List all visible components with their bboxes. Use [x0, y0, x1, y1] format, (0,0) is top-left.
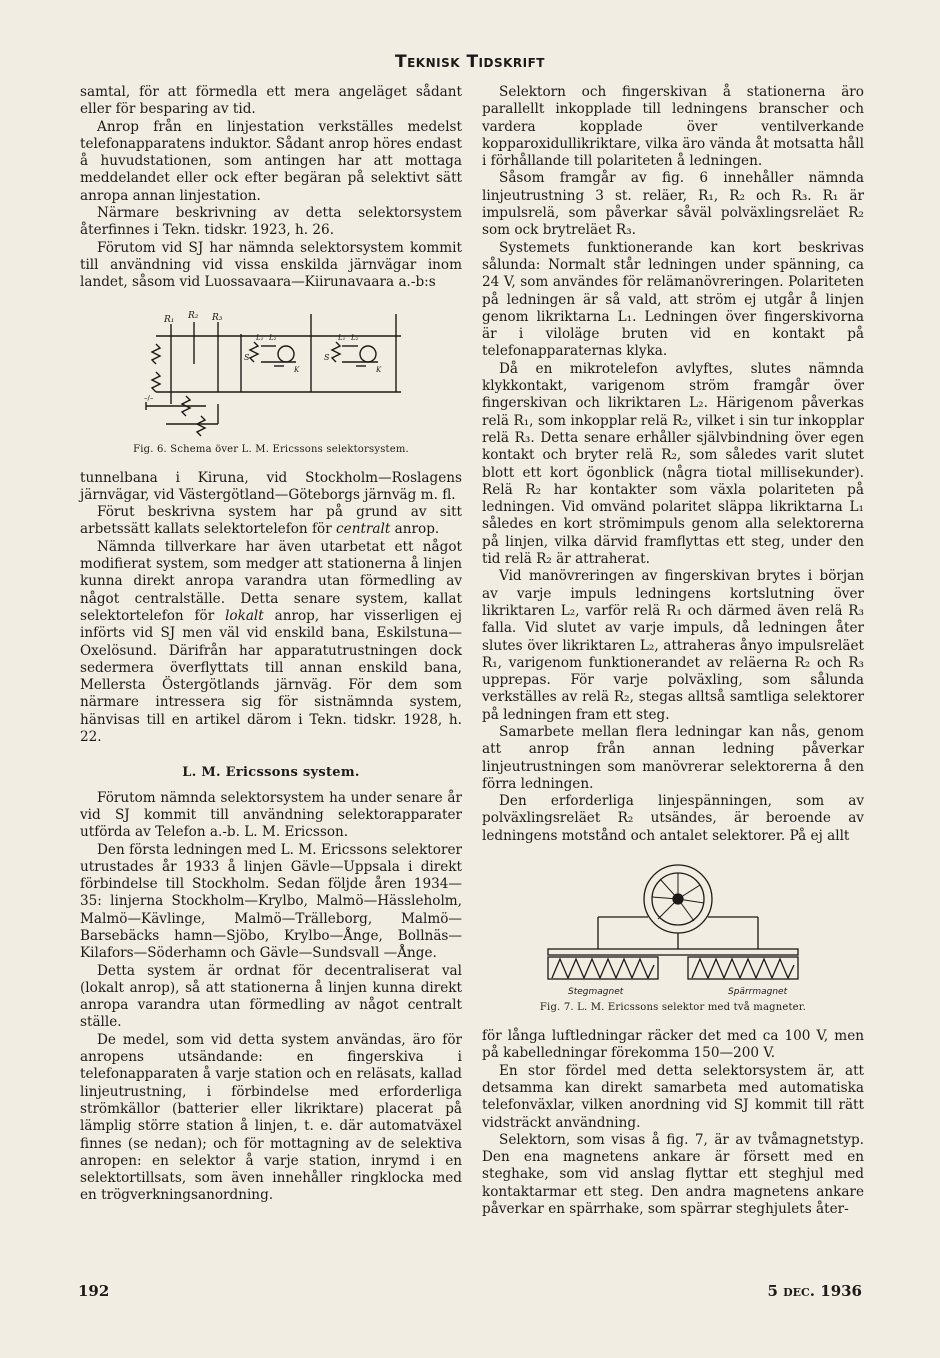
- figure-caption: Fig. 7. L. M. Ericssons selektor med två magneter.: [539, 1002, 807, 1014]
- paragraph: Den erforderliga linjespänningen, som av polväxlingsreläet R₂ utsändes, är beroende av ledningens motstånd och antalet selektorer. På ej allt: [482, 793, 864, 844]
- paragraph: Närmare beskrivning av detta selektorsystem återfinnes i Tekn. tidskr. 1923, h. 26.: [80, 205, 462, 239]
- label-s: S: [244, 352, 250, 362]
- label-step-magnet: Stegmagnet: [568, 987, 624, 998]
- paragraph: En stor fördel med detta selektorsystem är, att detsamma kan direkt samarbeta med automatiska telefonväxlar, vilken anordning vid SJ kommit till rätt vidsträckt användning.: [482, 1062, 864, 1131]
- paragraph: Systemets funktionerande kan kort beskrivas sålunda: Normalt står ledningen under spänning, ca 24 V, som användes för relämanövreringen. Polariteten på ledningen är så vald, att ström ej utgår å linjen genom likriktarna L₁. Ledningen över fingerskivorna är i viloläge bruten vid en kontakt på telefonapparaternas klyka.: [482, 239, 864, 360]
- paragraph: Samarbete mellan flera ledningar kan nås, genom att anrop från annan ledning påverkar linjeutrustningen som manövrerar selektorerna å den förra ledningen.: [482, 723, 864, 792]
- label-l1: L₁: [338, 333, 346, 342]
- paragraph: Då en mikrotelefon avlyftes, slutes nämnda klykkontakt, varigenom ström framgår över fingerskivan och likriktaren L₂. Härigenom påverkas relä R₁, som inkopplar relä R₂, vilket i sin tur inkopplar relä R₃. Detta senare erhåller självbindning över egen kontakt och bryter relä R₂, som således varit slutet blott ett kort ögonblick (några tiotal millisekunder). Relä R₂ har kontakter som växla polariteten på ledningen. Vid omvänd polaritet släppa likriktarna L₁ således en kort strömimpuls genom alla selektorerna på linjen, vilka därvid framflyttas ett steg, under den tid relä R₂ är attraherat.: [482, 360, 864, 568]
- paragraph: De medel, som vid detta system användas, äro för anropens utsändande: en fingerskiva i telefonapparaten å varje station och en reläsats, kallad linjeutrustning, i förbindelse med erforderliga strömkällor (batterier eller likriktare) placerat på lämplig större station å linjen, t. e. där automatväxel finnes (se nedan); och för mottagning av de selektiva anropen: en selektor å varje station, inrymd i en selektortillsats, som även innehåller ringklocka med en trögverkningsanordning.: [80, 1031, 462, 1204]
- label-r2: R₂: [188, 310, 199, 321]
- paragraph: Detta system är ordnat för decentraliserat val (lokalt anrop), så att stationerna å linjen kunna direkt anropa varandra utan förmedling av något centralt ställe.: [80, 962, 462, 1031]
- label-l2: L₂: [269, 333, 277, 342]
- figure-7: [482, 857, 864, 1014]
- paragraph: för långa luftledningar räcker det med ca 100 V, men på kabelledningar förekomma 150—200 V.: [482, 1028, 864, 1062]
- svg-text:–/–: –/–: [144, 393, 154, 402]
- section-heading: L. M. Ericssons system.: [182, 765, 360, 781]
- text-run: Nämnda tillverkare har även utarbetat ett något modifierat system, som medger att stationerna å linjen kunna direkt anropa varandra utan förmedling av något centralställe. Detta senare system, kallat selektortelefon för: [80, 538, 462, 624]
- label-block-magnet: Spärrmagnet: [728, 987, 788, 998]
- paragraph: [80, 539, 462, 747]
- paragraph: samtal, för att förmedla ett mera angeläget sådant eller för besparing av tid.: [80, 84, 462, 118]
- figure-caption: Fig. 6. Schema över L. M. Ericssons selektorsystem.: [133, 443, 409, 455]
- paragraph: Vid manövreringen av fingerskivan brytes i början av varje impuls ledningens kortslutning över likriktaren L₂, varför relä R₁ och därmed även relä R₃ falla. Vid slutet av varje impuls, då ledningen åter slutes över likriktaren L₂, attraheras ånyo impulsreläet R₁, varigenom funktionerandet av reläerna R₂ och R₃ upprepas. För varje polväxling, som sålunda verkställes av relä R₂, stegas alltså samtliga selektorer på ledningen fram ett steg.: [482, 568, 864, 723]
- emphasis: centralt: [336, 521, 391, 538]
- text-run: Förut beskrivna system har på grund av sitt arbetssätt kallats selektortelefon för: [80, 504, 462, 538]
- label-r3: R₃: [212, 312, 223, 323]
- label-l2: L₂: [351, 333, 359, 342]
- label-s: S: [324, 352, 330, 362]
- label-k: K: [294, 365, 300, 374]
- figure-6: [80, 304, 462, 456]
- emphasis: lokalt: [225, 607, 264, 624]
- paragraph: Anrop från en linjestation verkställes medelst telefonapparatens induktor. Sådant anrop höres endast å huvudstationen, som antingen har att mottaga meddelandet eller ock efter begäran på selektivt sätt anropa annan linjestation.: [80, 118, 462, 204]
- paragraph: tunnelbana i Kiruna, vid Stockholm—Roslagens järnvägar, vid Västergötland—Göteborgs järnväg m. fl.: [80, 469, 462, 503]
- paragraph: Förutom vid SJ har nämnda selektorsystem kommit till användning vid vissa enskilda järnvägar inom landet, såsom vid Luossavaara—Kiirunavaara a.-b:s: [80, 239, 462, 291]
- label-k: K: [376, 365, 382, 374]
- paragraph: Förutom nämnda selektorsystem ha under senare år vid SJ kommit till användning selektorapparater utförda av Telefon a.-b. L. M. Ericsson.: [80, 789, 462, 841]
- paragraph: [80, 504, 462, 539]
- running-head: Teknisk Tidskrift: [394, 52, 545, 72]
- issue-date: 5 dec. 1936: [767, 1282, 862, 1300]
- label-r1: R₁: [164, 314, 175, 325]
- paragraph: Såsom framgår av fig. 6 innehåller nämnda linjeutrustning 3 st. reläer, R₁, R₂ och R₃. R₁ är impulsrelä, som påverkar såväl polväxlingsreläet R₂ som ock brytreläet R₃.: [482, 170, 864, 239]
- paragraph: Selektorn och fingerskivan å stationerna äro parallellt inkopplade till ledningens branscher och vardera kopplade över ventilverkande kopparoxidullikriktare, vilka äro vända åt motsatta håll i förhållande till polariteten å ledningen.: [482, 84, 864, 170]
- selector-system-schematic: [126, 304, 416, 439]
- right-column: [482, 84, 864, 1218]
- page-number: 192: [78, 1282, 110, 1300]
- text-run: anrop.: [394, 521, 440, 538]
- text-run: anrop, har visserligen ej införts vid SJ men väl vid enskild bana, Eskilstuna—Oxelösund. Därifrån har apparatutrustningen dock sedermera överflyttats till annan enskild bana, Mellersta Östergötlands järnväg. För dem som närmare intressera sig för sistnämnda system, hänvisas till en artikel därom i Tekn. tidskr. 1928, h. 22.: [80, 607, 462, 746]
- selector-two-magnets-drawing: [528, 857, 818, 997]
- left-column: [80, 84, 462, 1205]
- paragraph: Den första ledningen med L. M. Ericssons selektorer utrustades år 1933 å linjen Gävle—Uppsala i direkt förbindelse till Stockholm. Sedan följde åren 1934—35: linjerna Stockholm—Krylbo, Malmö—Hässleholm, Malmö—Kävlinge, Malmö—Trälleborg, Malmö—Barsebäcks hamn—Sjöbo, Krylbo—Ånge, Bollnäs—Kilafors—Söderhamn och Gävle—Sundsvall —Ånge.: [80, 841, 462, 962]
- paragraph: Selektorn, som visas å fig. 7, är av tvåmagnetstyp. Den ena magnetens ankare är försett med en steghake, som vid anslag flyttar ett steghjul med kontaktarmar ett steg. Den andra magnetens ankare påverkar en spärrhake, som spärrar steghjulets åter-: [482, 1131, 864, 1218]
- label-l1: L₁: [256, 333, 264, 342]
